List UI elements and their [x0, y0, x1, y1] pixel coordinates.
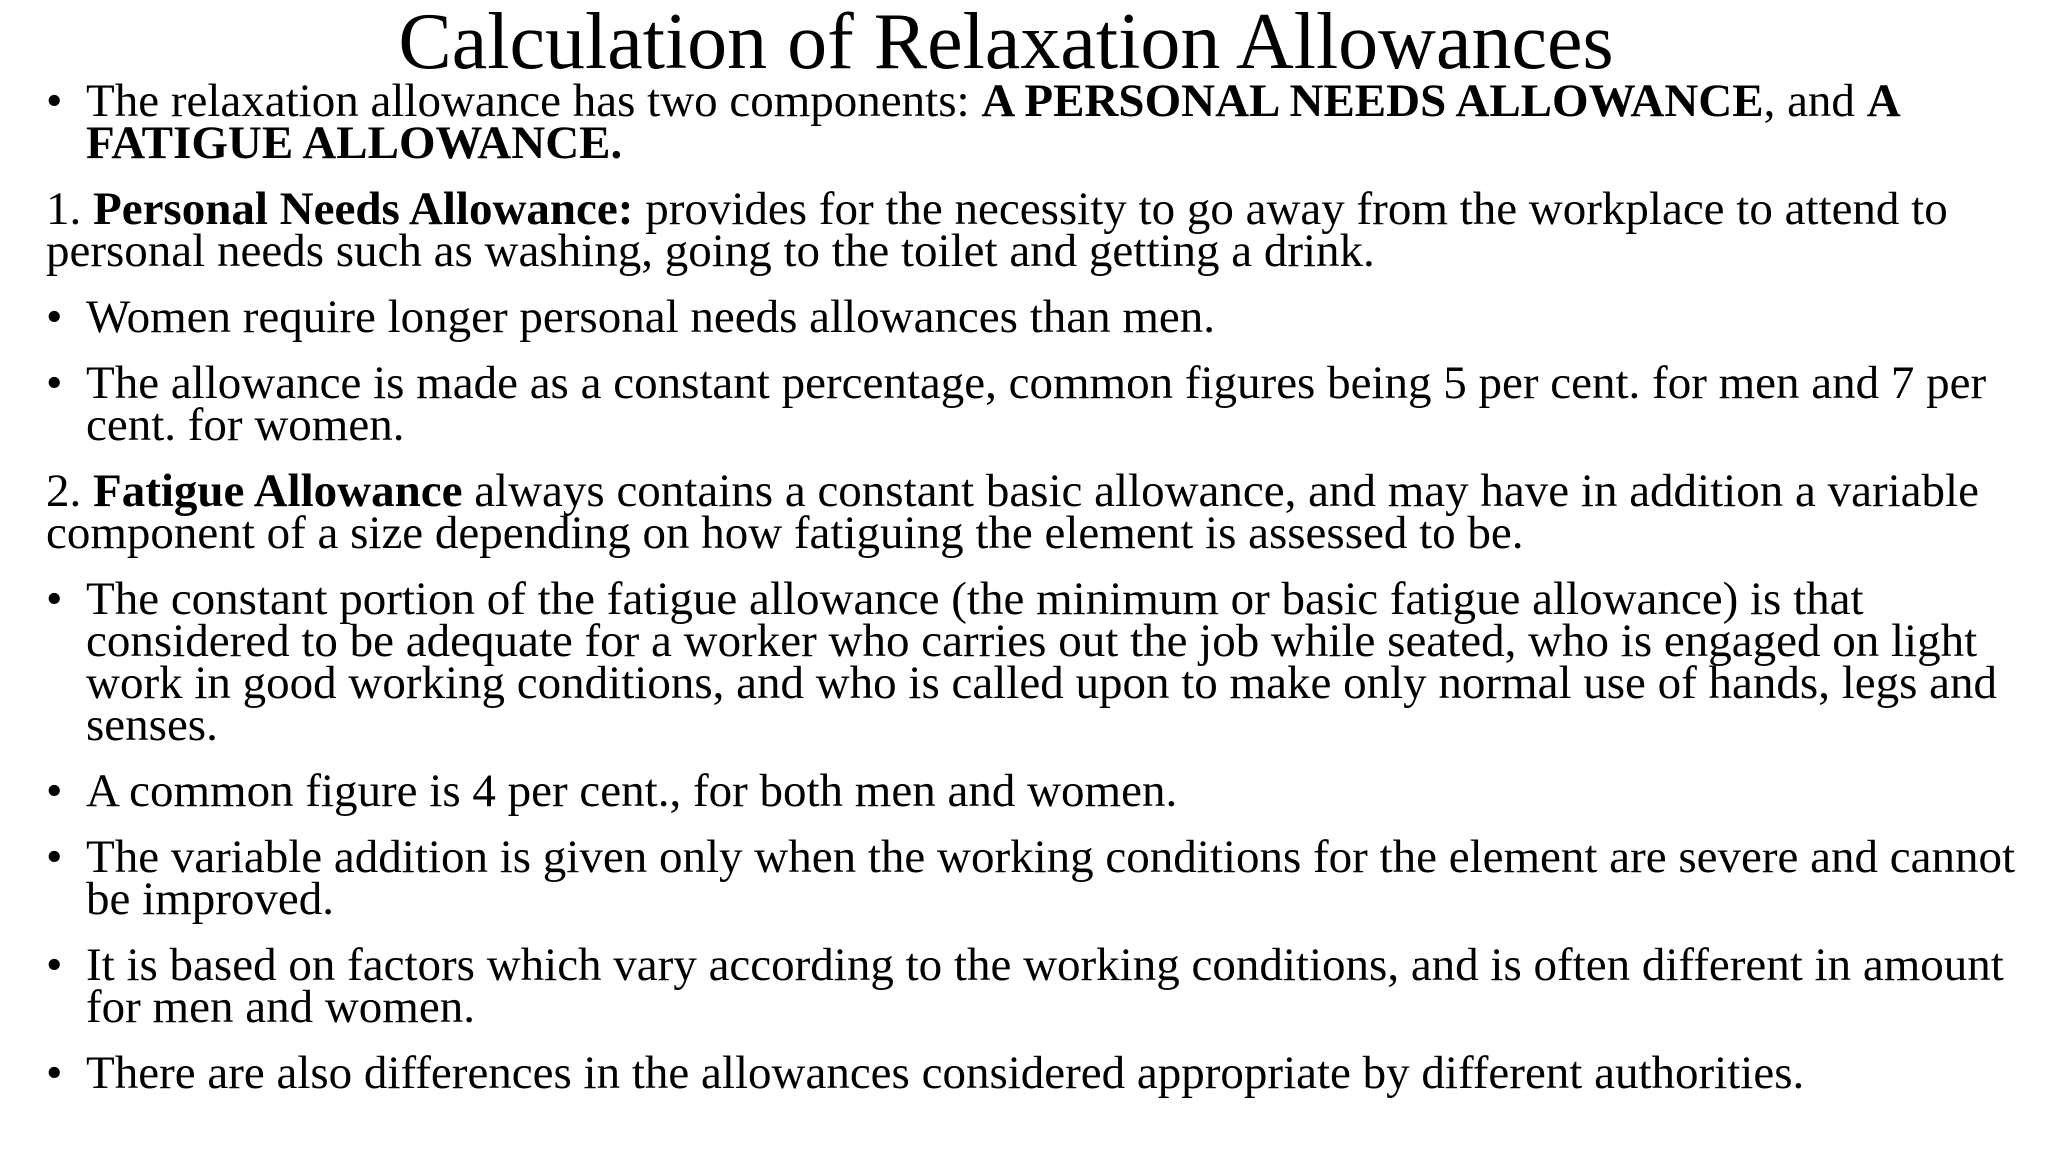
section2-bullet [46, 939, 2021, 1033]
slide-content [46, 75, 2021, 1118]
intro-bullet [46, 75, 2021, 169]
bullet-text: There are also differences in the allowances considered appropriate by different authorities. [86, 1047, 1805, 1099]
bullet-dot: • [46, 75, 63, 127]
bullet-dot: • [46, 1047, 63, 1099]
bullet-dot: • [46, 765, 63, 817]
section1-paragraph [46, 183, 2021, 277]
section1-bullet [46, 291, 2021, 343]
bullet-text: The variable addition is given only when the working conditions for the element are severe and cannot be improved. [86, 831, 2015, 925]
bullet-dot: • [46, 939, 63, 991]
section1-text: provides for the necessity to go away from the workplace to attend to personal needs such as washing, going to the toilet and getting a drink. [46, 183, 1948, 277]
section2-bullet [46, 765, 2021, 817]
intro-bold-2: A FATIGUE ALLOWANCE. [86, 75, 1899, 169]
section2-heading: Fatigue Allowance [93, 465, 463, 517]
section1-heading: Personal Needs Allowance: [93, 183, 634, 235]
bullet-dot: • [46, 573, 63, 625]
bullet-dot: • [46, 357, 63, 409]
bullet-text: It is based on factors which vary according to the working conditions, and is often different in amount for men and women. [86, 939, 2004, 1033]
section1-bullet [46, 357, 2021, 451]
intro-text-mid: , and [1763, 75, 1867, 127]
section2-bullet [46, 573, 2021, 751]
section2-paragraph [46, 465, 2021, 559]
bullet-text: Women require longer personal needs allowances than men. [86, 291, 1216, 343]
section2-number: 2. [46, 465, 93, 517]
intro-bold-1: A PERSONAL NEEDS ALLOWANCE [981, 75, 1764, 127]
section2-bullet [46, 1047, 2021, 1099]
bullet-dot: • [46, 291, 63, 343]
bullet-text: The constant portion of the fatigue allowance (the minimum or basic fatigue allowance) is that considered to be adequate for a worker who carries out the job while seated, who is engaged on light work in good working conditions, and who is called upon to make only normal use of hands, legs and senses. [86, 573, 1998, 751]
section1-number: 1. [46, 183, 93, 235]
bullet-text: The allowance is made as a constant percentage, common figures being 5 per cent. for men and 7 per cent. for women. [86, 357, 1987, 451]
bullet-text: A common figure is 4 per cent., for both men and women. [86, 765, 1178, 817]
slide-title: Calculation of Relaxation Allowances [398, 0, 1614, 86]
section2-bullet [46, 831, 2021, 925]
section2-text: always contains a constant basic allowance, and may have in addition a variable component of a size depending on how fatiguing the element is assessed to be. [46, 465, 1979, 559]
intro-text-before: The relaxation allowance has two components: [86, 75, 982, 127]
bullet-dot: • [46, 831, 63, 883]
